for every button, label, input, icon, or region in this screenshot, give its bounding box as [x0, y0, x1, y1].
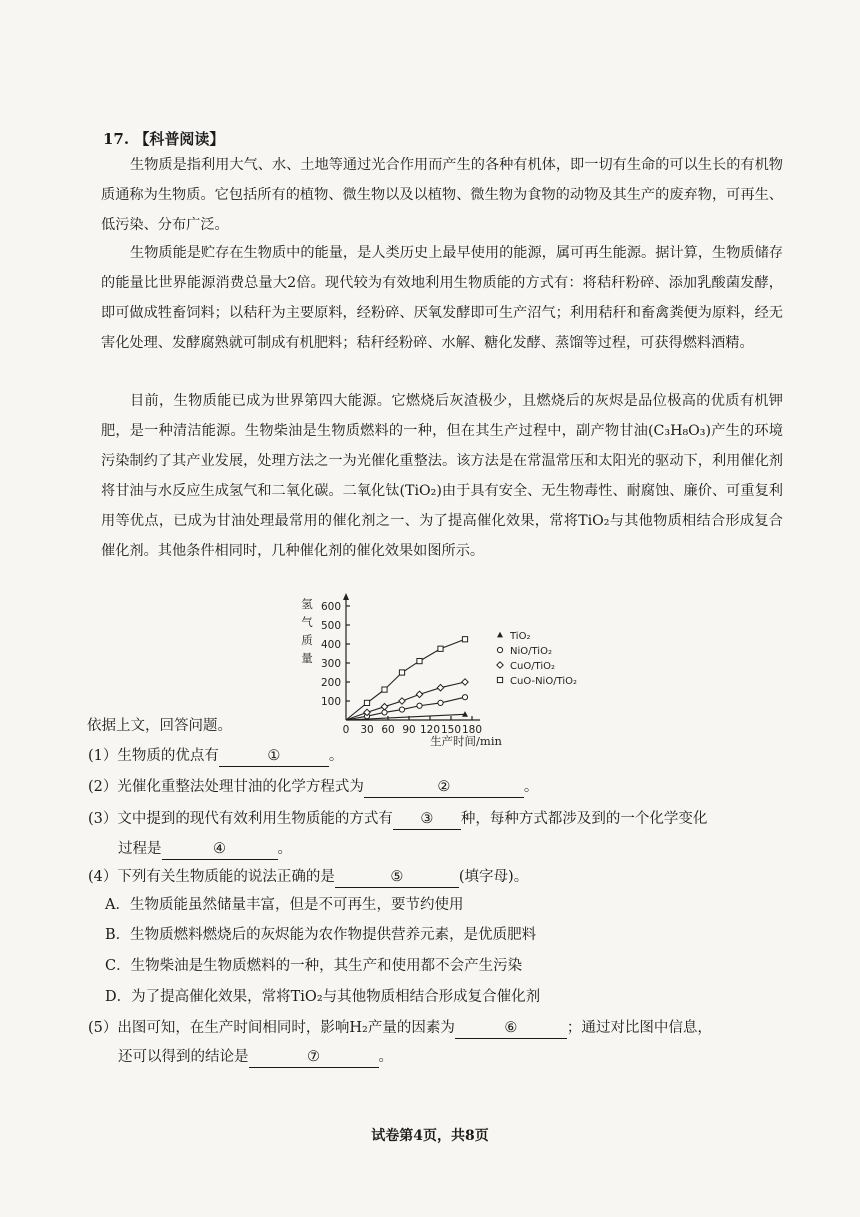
option-d[interactable]: D．为了提高催化效果，常将TiO₂与其他物质相结合形成复合催化剂 — [105, 989, 541, 1005]
question-5b-text: 还可以得到的结论是 — [118, 1049, 249, 1065]
blank-mark-1: ① — [267, 748, 281, 764]
answer-prompt: 依据上文，回答问题。 — [87, 718, 232, 734]
blank-mark-5: ⑤ — [390, 869, 404, 885]
question-5 — [88, 1016, 712, 1039]
legend-marker-0 — [497, 632, 503, 638]
data-point-2 — [416, 691, 422, 697]
legend-marker-3 — [497, 677, 502, 682]
legend-label: TiO₂ — [510, 631, 531, 642]
y-axis-label-char: 质 — [301, 633, 313, 647]
x-tick-label: 60 — [381, 724, 395, 736]
answer-blank-7[interactable] — [249, 1047, 379, 1068]
data-point-3 — [462, 637, 467, 642]
blank-mark-2: ② — [437, 779, 451, 795]
paragraph-biomass-energy: 生物质能是贮存在生物质中的能量，是人类历史上最早使用的能源，属可再生能源。据计算，生物质储存的能量比世界能源消费总量大2倍。现代较为有效地利用生物质能的方式有：将秸秆粉碎、添加乳酸菌发酵，即可做成牲畜饲料；以秸秆为主要原料，经粉碎、厌氧发酵即可生产沼气；利用秸秆和畜禽粪便为原料，经无害化处理、发酵腐熟就可制成有机肥料；秸秆经粉碎、水解、糖化发酵、蒸馏等过程，可获得燃料酒精。 — [101, 245, 783, 351]
data-point-1 — [399, 707, 404, 712]
y-tick-label: 600 — [320, 601, 341, 613]
question-heading — [103, 128, 224, 149]
y-tick-label: 100 — [320, 696, 341, 708]
option-a[interactable]: A．生物质能虽然储量丰富，但是不可再生，要节约使用 — [105, 897, 464, 913]
data-point-2 — [399, 698, 405, 704]
question-5-text: (5）出图可知，在生产时间相同时，影响H₂产量的因素为 — [88, 1020, 455, 1036]
blank-mark-7: ⑦ — [307, 1049, 320, 1065]
data-point-2 — [462, 679, 468, 685]
x-tick-label: 90 — [402, 724, 416, 736]
question-3-end: 种，每种方式都涉及到的一个化学变化 — [460, 811, 708, 827]
legend-label: CuO/TiO₂ — [510, 661, 556, 672]
blank-mark-6: ⑥ — [504, 1020, 518, 1036]
question-4-text: (4）下列有关生物质能的说法正确的是 — [88, 869, 335, 885]
question-tag: 【科普阅读】 — [134, 130, 225, 148]
data-point-1 — [462, 695, 467, 700]
y-tick-label: 200 — [320, 677, 341, 689]
data-point-3 — [364, 700, 369, 705]
question-2-end: 。 — [523, 779, 539, 795]
data-point-3 — [438, 646, 443, 651]
x-tick-label: 120 — [419, 724, 441, 736]
y-tick-label: 500 — [320, 620, 341, 632]
question-1-text: (1）生物质的优点有 — [88, 748, 219, 764]
legend-marker-1 — [497, 647, 502, 652]
answer-blank-5[interactable] — [335, 867, 459, 888]
answer-blank-6[interactable] — [455, 1018, 567, 1039]
question-2 — [88, 775, 538, 798]
data-point-3 — [399, 670, 404, 675]
question-3-continued — [118, 837, 292, 860]
question-3 — [88, 807, 707, 830]
y-tick-label: 300 — [320, 658, 341, 670]
y-axis-label-char: 氢 — [301, 597, 313, 611]
data-point-1 — [417, 703, 422, 708]
y-axis-label-char: 量 — [301, 651, 313, 665]
legend-marker-2 — [497, 662, 503, 668]
data-point-2 — [381, 704, 387, 710]
x-tick-label: 180 — [461, 724, 483, 736]
y-axis-label-char: 气 — [301, 615, 313, 629]
x-tick-label: 150 — [440, 724, 462, 736]
x-axis-label: 生产时间/min — [430, 734, 502, 748]
series-line-3 — [346, 639, 465, 720]
answer-blank-1[interactable] — [219, 746, 329, 767]
answer-blank-4[interactable] — [162, 839, 278, 860]
paragraph-biomass-definition: 生物质是指利用大气、水、土地等通过光合作用而产生的各种有机体，即一切有生命的可以生长的有机物质通称为生物质。它包括所有的植物、微生物以及以植物、微生物为食物的动物及其生产的废弃物，可再生、低污染、分布广泛。 — [101, 157, 783, 233]
paragraph-photocatalysis: 目前，生物质能已成为世界第四大能源。它燃烧后灰渣极少，且燃烧后的灰烬是品位极高的优质有机钾肥，是一种清洁能源。生物柴油是生物质燃料的一种，但在其生产过程中，副产物甘油(C₃H₈O₃)产生的环境污染制约了其产业发展，处理方法之一为光催化重整法。该方法是在常温常压和太阳光的驱动下，利用催化剂将甘油与水反应生成氢气和二氧化碳。二氧化钛(TiO₂)由于具有安全、无生物毒性、耐腐蚀、廉价、可重复利用等优点，已成为甘油处理最常用的催化剂之一、为了提高催化效果，常将TiO₂与其他物质相结合形成复合催化剂。其他条件相同时，几种催化剂的催化效果如图所示。 — [101, 393, 783, 559]
y-tick-label: 400 — [320, 639, 341, 651]
question-number: 17. — [103, 130, 130, 148]
data-point-2 — [437, 685, 443, 691]
question-3-text: (3）文中提到的现代有效利用生物质能的方式有 — [88, 811, 393, 827]
question-1-end: 。 — [328, 748, 344, 764]
data-point-3 — [382, 687, 387, 692]
answer-blank-3[interactable] — [393, 809, 461, 830]
question-2-text: (2）光催化重整法处理甘油的化学方程式为 — [88, 779, 364, 795]
question-5-continued — [118, 1045, 393, 1068]
question-4 — [88, 865, 528, 888]
y-axis-arrow — [343, 593, 349, 600]
question-3b-end: 。 — [277, 841, 292, 857]
blank-mark-3: ③ — [420, 811, 434, 827]
legend-label: CuO-NiO/TiO₂ — [510, 676, 578, 687]
x-tick-label: 30 — [360, 724, 374, 736]
legend-label: NiO/TiO₂ — [510, 646, 552, 657]
blank-mark-4: ④ — [213, 841, 226, 857]
question-1 — [88, 744, 343, 767]
data-point-1 — [438, 700, 443, 705]
page-footer: 试卷第4页，共8页 — [371, 1128, 489, 1144]
option-c[interactable]: C．生物柴油是生物质燃料的一种，其生产和使用都不会产生污染 — [105, 958, 523, 974]
answer-blank-2[interactable] — [364, 777, 524, 798]
question-5-end: ；通过对比图中信息， — [566, 1020, 712, 1036]
data-point-3 — [417, 659, 422, 664]
question-5b-end: 。 — [378, 1049, 393, 1065]
question-4-end: (填字母)。 — [458, 869, 529, 885]
x-tick-label: 0 — [342, 724, 350, 736]
question-3b-text: 过程是 — [118, 841, 162, 857]
hydrogen-yield-chart — [290, 592, 610, 754]
option-b[interactable]: B．生物质燃料燃烧后的灰烬能为农作物提供营养元素，是优质肥料 — [105, 927, 537, 943]
